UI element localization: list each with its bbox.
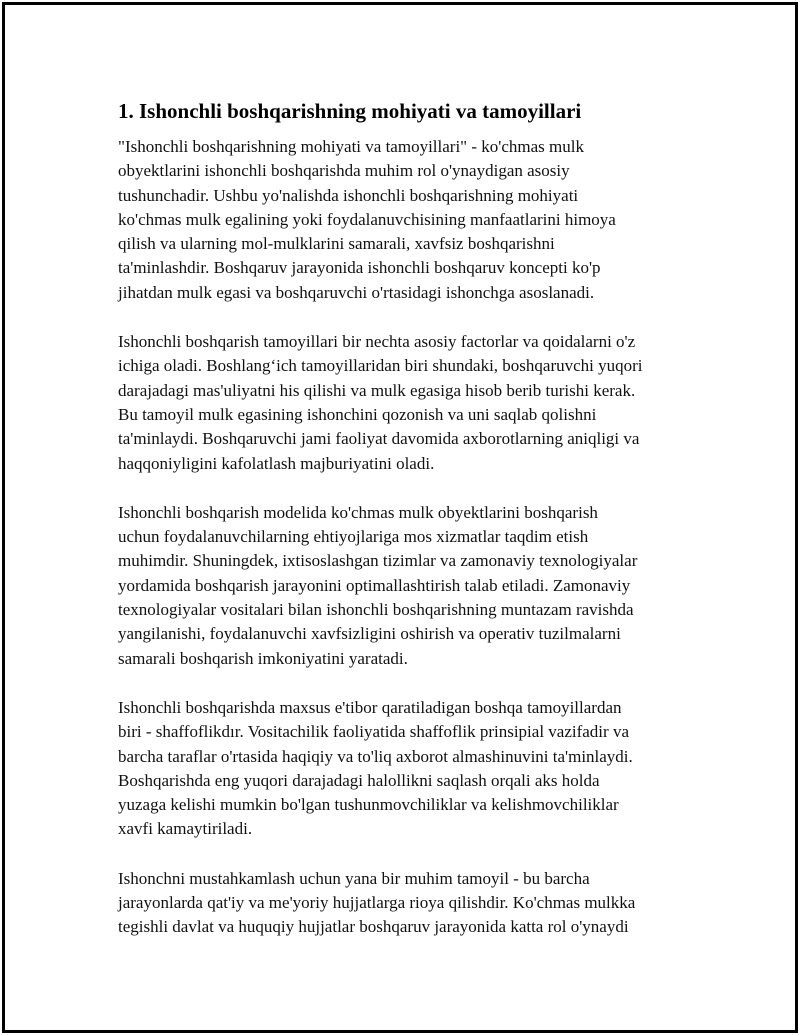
paragraph-compliance: Ishonchni mustahkamlash uchun yana bir muhim tamoyil - bu barcha jarayonlarda qat'iy va me'yoriy hujjatlarga rioya qilishdir. Ko'chmas mulkka tegishli davlat va huquqiy hujjatlar boshqaruv jarayonida katta rol o'ynaydi [118,868,636,937]
section-heading: 1. Ishonchli boshqarishning mohiyati va tamoyillari [118,99,582,123]
document-body [118,97,708,965]
paragraph-model: Ishonchli boshqarish modelida ko'chmas mulk obyektlarini boshqarish uchun foydalanuvchilarning ehtiyojlariga mos xizmatlar taqdim etish muhimdir. Shuningdek, ixtisoslashgan tizimlar va zamonaviy texnologiyalar yordamida boshqarish jarayonini optimallashtirish talab etiladi. Zamonaviy texnologiyalar vositalari bilan ishonchli boshqarishning muntazam ravishda yangilanishi, foydalanuvchi xavfsizligini oshirish va operativ tuzilmalarni samarali boshqarish imkoniyatini yaratadi. [118,502,638,668]
paragraph-transparency: Ishonchli boshqarishda maxsus e'tibor qaratiladigan boshqa tamoyillardan biri - shaffoflikdır. Vositachilik faoliyatida shaffoflik prinsipial vazifadir va barcha taraflar o'rtasida haqiqiy va to'liq axborot almashinuvini ta'minlaydi. Boshqarishda eng yuqori darajadagi halollikni saqlash orqali aks holda yuzaga kelishi mumkin bo'lgan tushunmovchiliklar va kelishmovchiliklar xavfi kamaytiriladi. [118,697,633,839]
page-frame [2,2,798,1033]
paragraph-essence: "Ishonchli boshqarishning mohiyati va tamoyillari" - ko'chmas mulk obyektlarini ishonchli boshqarishda muhim rol o'ynaydigan asosiy tushunchadir. Ushbu yo'nalishda ishonchli boshqarishning mohiyati ko'chmas mulk egalining yoki foydalanuvchisining manfaatlarini himoya qilish va ularning mol-mulklarini samarali, xavfsiz boshqarishni ta'minlashdir. Boshqaruv jarayonida ishonchli boshqaruv koncepti ko'p jihatdan mulk egasi va boshqaruvchi o'rtasidagi ishonchga asoslanadi. [118,137,616,302]
paragraph-principles: Ishonchli boshqarish tamoyillari bir nechta asosiy factorlar va qoidalarni o'z ichiga oladi. Boshlang‘ich tamoyillaridan biri shundaki, boshqaruvchi yuqori darajadagi mas'uliyatni his qilishi va mulk egasiga hisob berib turishi kerak. Bu tamoyil mulk egasining ishonchini qozonish va uni saqlab qolishni ta'minlaydi. Boshqaruvchi jami faoliyat davomida axborotlarning aniqligi va haqqoniyligini kafolatlash majburiyatini oladi. [118,332,643,473]
